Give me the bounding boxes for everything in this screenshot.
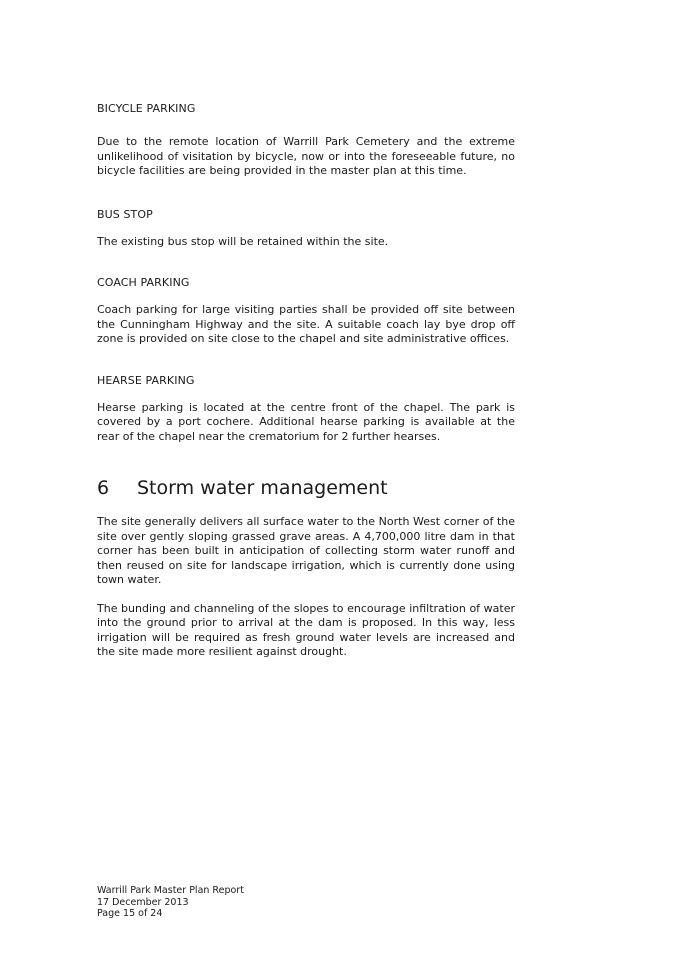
page-content [97, 102, 515, 660]
section-number: 6 [97, 477, 110, 499]
footer-report-title: Warrill Park Master Plan Report [97, 885, 244, 896]
section-heading [97, 477, 515, 499]
hearse-parking-heading: HEARSE PARKING [97, 373, 195, 387]
coach-parking-paragraph: Coach parking for large visiting parties shall be provided off site between the Cunningham Highway and the site. A suitable coach lay bye drop off zone is provided on site close to the chapel and site administrative offices. [97, 303, 515, 345]
bicycle-parking-paragraph: Due to the remote location of Warrill Park Cemetery and the extreme unlikelihood of visitation by bicycle, now or into the foreseeable future, no bicycle facilities are being provided in the master plan at this time. [97, 135, 515, 177]
footer-date: 17 December 2013 [97, 896, 189, 908]
storm-water-paragraph-1: The site generally delivers all surface water to the North West corner of the site over gently sloping grassed grave areas. A 4,700,000 litre dam in that corner has been built in anticipation of collecting storm water runoff and then reused on site for landscape irrigation, which is currently done using town water. [97, 515, 515, 586]
bicycle-parking-heading: BICYCLE PARKING [97, 102, 196, 115]
storm-water-paragraph-2: The bunding and channeling of the slopes to encourage infiltration of water into the ground prior to arrival at the dam is proposed. In this way, less irrigation will be required as fresh ground water levels are increased and the site made more resilient against drought. [97, 601, 515, 658]
hearse-parking-paragraph: Hearse parking is located at the centre front of the chapel. The park is covered by a port cochere. Additional hearse parking is available at the rear of the chapel near the crematorium for 2 further hearses. [97, 400, 515, 443]
page-footer [97, 885, 244, 920]
coach-parking-heading: COACH PARKING [97, 276, 190, 289]
bus-stop-paragraph: The existing bus stop will be retained within the site. [97, 234, 389, 248]
footer-page-number: Page 15 of 24 [97, 908, 163, 919]
section-title: Storm water management [137, 477, 388, 499]
bus-stop-heading: BUS STOP [97, 207, 153, 221]
